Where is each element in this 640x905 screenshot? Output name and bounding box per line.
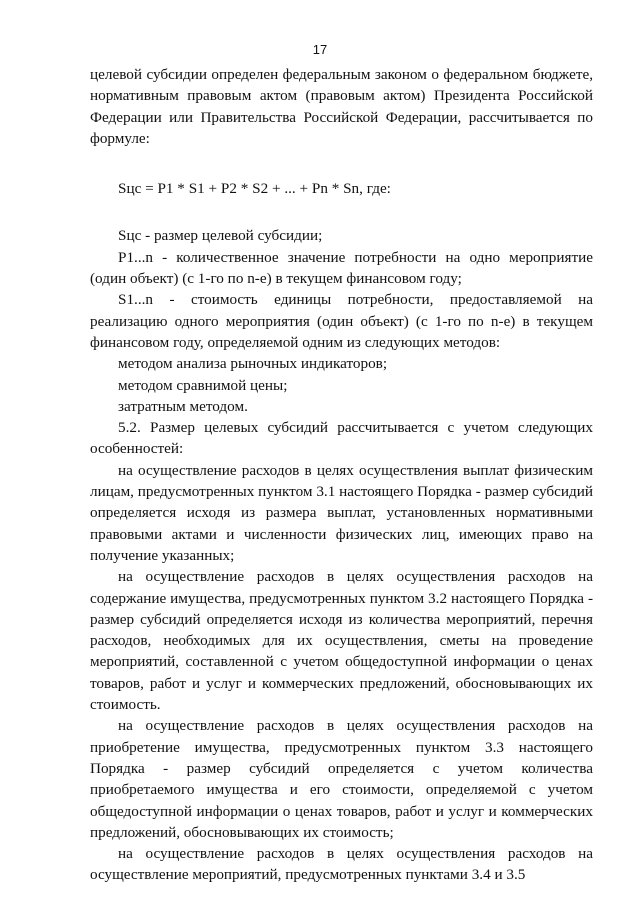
method-cost: затратным методом. xyxy=(118,397,248,415)
clause-5-2: 5.2. Размер целевых субсидий рассчитывается с учетом следующих особенностей: xyxy=(90,419,593,458)
intro-paragraph: целевой субсидии определен федеральным законом о федеральном бюджете, нормативным правовым актом (правовым актом) Президента Российской Федерации или Правительства Российской Федерации, рассчитывается по формуле: xyxy=(90,66,593,147)
method-market-indicators: методом анализа рыночных индикаторов; xyxy=(118,355,388,373)
page-number: 17 xyxy=(312,42,328,57)
clause-item-maintenance: на осуществление расходов в целях осуществления расходов на содержание имущества, предусмотренных пунктом 3.2 настоящего Порядка - размер субсидий определяется исходя из количества мероприятий, перечня расходов, необходимых для их осуществления, сметы на проведение мероприятий, составленной с учетом общедоступной информации о ценах товаров, работ и услуг и коммерческих предложений, обосновывающих их стоимость. xyxy=(90,568,593,714)
definition-s: Sцс - размер целевой субсидии; xyxy=(118,227,323,245)
definition-p: P1...n - количественное значение потребности на одно мероприятие (один объект) (с 1-го по n-е) в текущем финансовом году; xyxy=(90,248,593,288)
clause-item-events: на осуществление расходов в целях осуществления расходов на осуществление мероприятий, предусмотренных пунктами 3.4 и 3.5 xyxy=(90,845,593,884)
method-comparable-price: методом сравнимой цены; xyxy=(118,376,288,394)
clause-item-payments: на осуществление расходов в целях осуществления выплат физическим лицам, предусмотренных пунктом 3.1 настоящего Порядка - размер субсидий определяется исходя из размера выплат, установленных нормативными правовыми актами и численности физических лиц, имеющих право на получение указанных; xyxy=(90,461,593,564)
clause-item-acquisition: на осуществление расходов в целях осуществления расходов на приобретение имущества, предусмотренных пунктом 3.3 настоящего Порядка - размер субсидий определяется с учетом количества приобретаемого имущества и его стоимости, определяемой с учетом общедоступной информации о ценах товаров, работ и услуг и коммерческих предложений, обосновывающих их стоимость; xyxy=(90,717,593,841)
formula: Sцс = P1 * S1 + P2 * S2 + ... + Pn * Sn, где: xyxy=(118,180,391,198)
document-body xyxy=(90,64,593,886)
definition-s1n: S1...n - стоимость единицы потребности, предоставляемой на реализацию одного мероприятия (один объект) (с 1-го по n-е) в текущем финансовом году, определяемой одним из следующих методов: xyxy=(90,291,593,351)
